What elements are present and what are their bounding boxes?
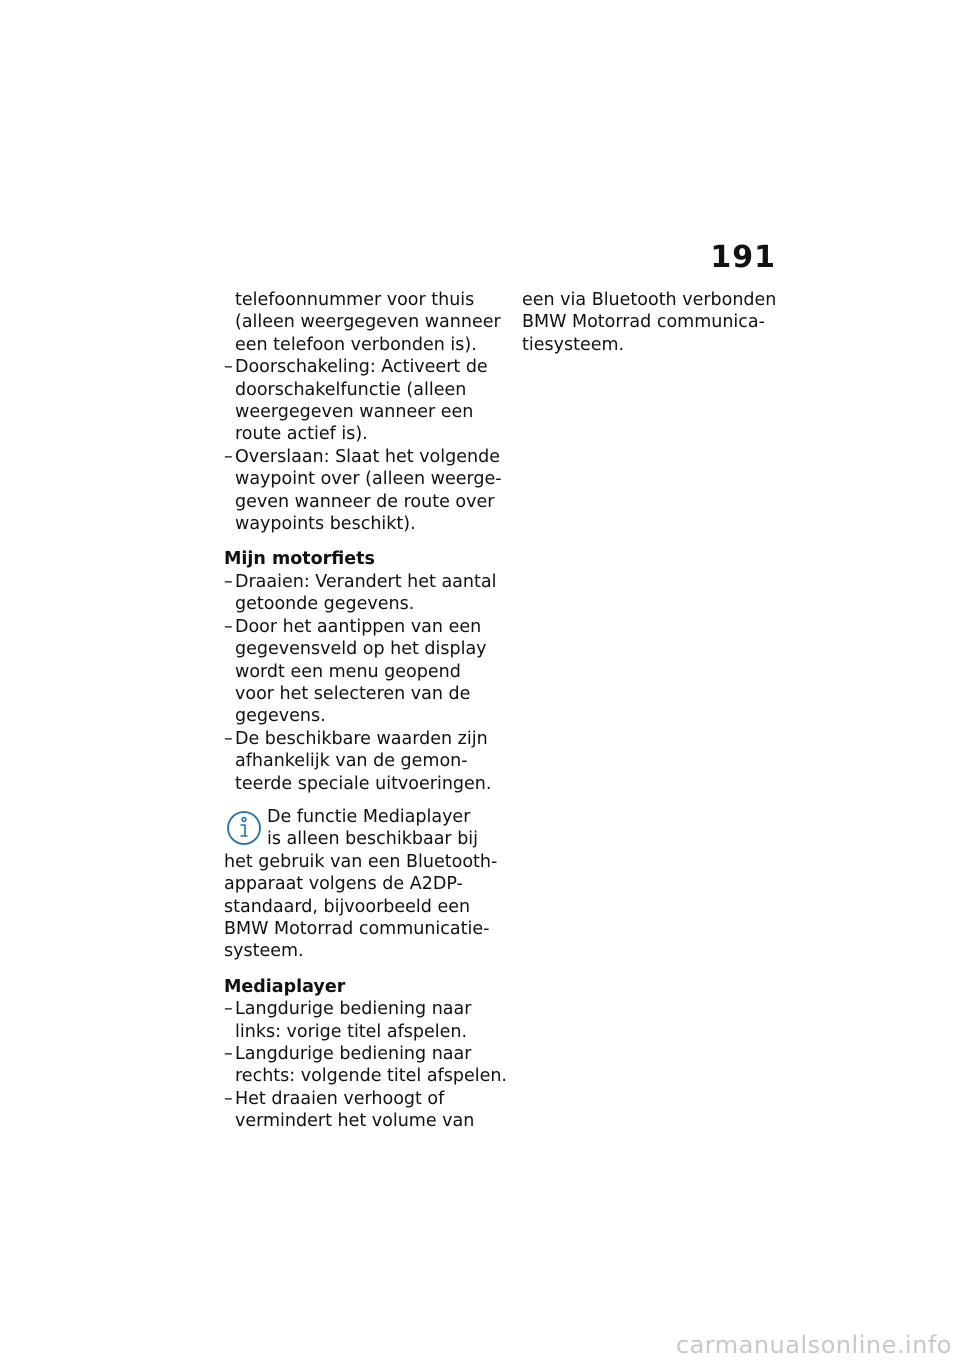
bullet-text: waypoint over (alleen weerge- (235, 469, 502, 490)
note-text: het gebruik van een Bluetooth- (224, 851, 498, 872)
dash-marker: – (224, 1044, 233, 1064)
section-heading-mijn-motorfiets: Mijn motorfiets (224, 549, 375, 570)
bullet-text: rechts: volgende titel afspelen. (235, 1066, 507, 1087)
bullet-text: Doorschakeling: Activeert de (235, 357, 488, 378)
dash-marker: – (224, 446, 233, 467)
note-text: apparaat volgens de A2DP- (224, 874, 463, 895)
bullet-text: weergegeven wanneer een (235, 402, 474, 423)
left-column (224, 289, 507, 1133)
bullet-item-beschikbare-waarden (224, 728, 494, 795)
bullet-item-doorschakeling (224, 356, 494, 446)
info-note (224, 806, 498, 963)
bullet-text: vermindert het volume van (235, 1111, 475, 1132)
intro-line: (alleen weergegeven wanneer (235, 312, 501, 333)
bullet-item-rechts (224, 1043, 507, 1088)
body-text: een via Bluetooth verbonden (522, 290, 777, 310)
bullet-text: getoonde gegevens. (235, 594, 415, 615)
intro-line: telefoonnummer voor thuis (235, 290, 475, 310)
bullet-text: afhankelijk van de gemon- (235, 751, 468, 772)
bullet-text: Door het aantippen van een (235, 616, 482, 637)
bullet-text: gegevens. (235, 706, 326, 727)
bullet-item-overslaan (224, 446, 502, 536)
bullet-text: Het draaien verhoogt of (235, 1088, 445, 1109)
bullet-text: voor het selecteren van de (235, 683, 471, 704)
watermark-link[interactable]: carmanualsonline.info (675, 1331, 952, 1359)
bullet-text: wordt een menu geopend (235, 661, 461, 682)
bullet-text: Langdurige bediening naar (235, 999, 472, 1020)
right-column (522, 289, 792, 356)
bullet-text: Langdurige bediening naar (235, 1044, 472, 1064)
note-text: is alleen beschikbaar bij (267, 829, 479, 850)
dash-marker: – (224, 571, 233, 592)
bullet-text: Draaien: Verandert het aantal (235, 571, 497, 592)
intro-line: een telefoon verbonden is). (235, 334, 477, 355)
note-text: BMW Motorrad communicatie- (224, 918, 490, 939)
bullet-text: gegevensveld op het display (235, 639, 487, 660)
bullet-text: links: vorige titel afspelen. (235, 1021, 468, 1042)
note-text: standaard, bijvoorbeeld een (224, 896, 471, 917)
dash-marker: – (224, 999, 233, 1020)
dash-marker: – (224, 728, 233, 749)
bullet-text: geven wanneer de route over (235, 491, 495, 512)
dash-marker: – (224, 357, 233, 378)
dash-marker: – (224, 1088, 233, 1109)
note-text: De functie Mediaplayer (267, 806, 471, 827)
dash-marker: – (224, 616, 233, 637)
info-icon (226, 808, 262, 848)
bullet-item-draaien (224, 571, 497, 616)
bullet-item-volume (224, 1088, 494, 1133)
bullet-text: route actief is). (235, 424, 368, 445)
bullet-item-links (224, 998, 494, 1043)
note-text: systeem. (224, 941, 304, 962)
bullet-text: De beschikbare waarden zijn (235, 728, 488, 749)
bullet-item-aantippen (224, 616, 494, 728)
bullet-text: doorschakelfunctie (alleen (235, 379, 467, 400)
body-text: BMW Motorrad communica- (522, 312, 765, 333)
page-number: 191 (710, 240, 776, 275)
bullet-text: Overslaan: Slaat het volgende (235, 446, 500, 467)
bullet-text: teerde speciale uitvoeringen. (235, 773, 492, 794)
section-heading-mediaplayer: Mediaplayer (224, 976, 346, 997)
body-text: tiesysteem. (522, 334, 625, 355)
bullet-text: waypoints beschikt). (235, 514, 416, 535)
